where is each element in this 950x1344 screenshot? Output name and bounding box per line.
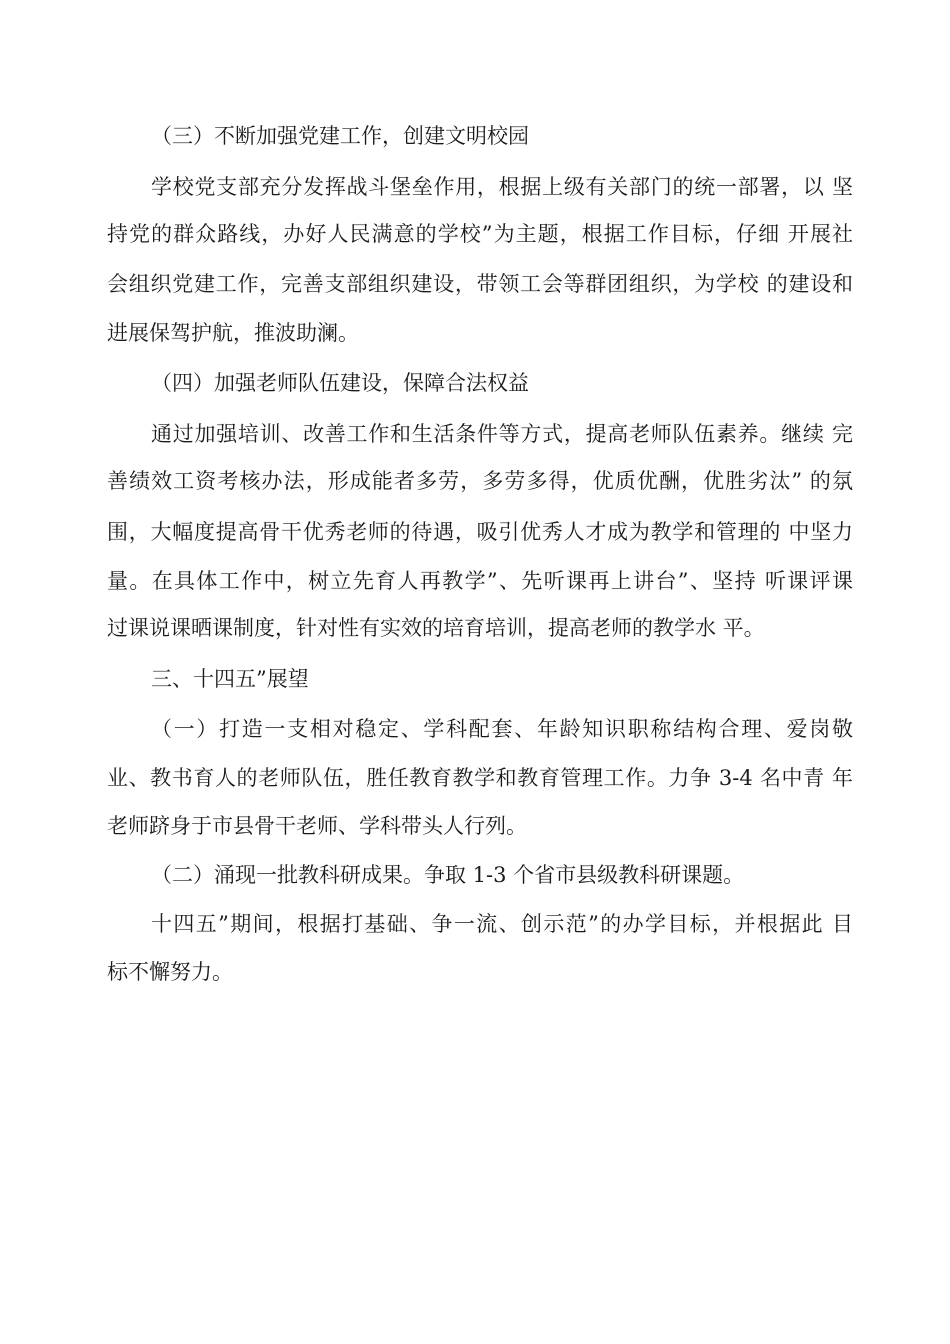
- section-heading-teacher-team: （四）加强老师队伍建设，保障合法权益: [151, 371, 529, 395]
- section-heading-party-building: （三）不断加强党建工作，创建文明校园: [151, 124, 529, 148]
- paragraph-line: 量。在具体工作中，树立先育人再教学”、先听课再上讲台”、坚持 听课评课: [107, 569, 853, 593]
- paragraph-line: 过课说课晒课制度，针对性有实效的培育培训，提高老师的教学水 平。: [107, 616, 765, 640]
- paragraph-line: 学校党支部充分发挥战斗堡垒作用，根据上级有关部门的统一部署，以 坚: [151, 175, 853, 199]
- paragraph-line: 标不懈努力。: [107, 960, 233, 984]
- paragraph-line: 通过加强培训、改善工作和生活条件等方式，提高老师队伍素养。继续 完: [151, 422, 853, 446]
- section-heading-outlook: 三、十四五”展望: [151, 667, 309, 691]
- paragraph-line: （二）涌现一批教科研成果。争取 1-3 个省市县级教科研课题。: [151, 863, 745, 887]
- paragraph-line: 善绩效工资考核办法，形成能者多劳，多劳多得，优质优酬，优胜劣汰” 的氛: [107, 469, 853, 493]
- paragraph-line: 持党的群众路线，办好人民满意的学校”为主题，根据工作目标，仔细 开展社: [107, 222, 853, 246]
- paragraph-line: 老师跻身于市县骨干老师、学科带头人行列。: [107, 814, 527, 838]
- paragraph-line: 十四五”期间，根据打基础、争一流、创示范”的办学目标，并根据此 目: [151, 912, 853, 936]
- paragraph-line: 围，大幅度提高骨干优秀老师的待遇，吸引优秀人才成为教学和管理的 中坚力: [107, 520, 853, 544]
- paragraph-line: 进展保驾护航，推波助澜。: [107, 321, 359, 345]
- paragraph-line: 业、教书育人的老师队伍，胜任教育教学和教育管理工作。力争 3-4 名中青 年: [107, 766, 853, 790]
- paragraph-line: 会组织党建工作，完善支部组织建设，带领工会等群团组织，为学校 的建设和: [107, 272, 853, 296]
- paragraph-line: （一）打造一支相对稳定、学科配套、年龄知识职称结构合理、爱岗敬: [151, 717, 853, 741]
